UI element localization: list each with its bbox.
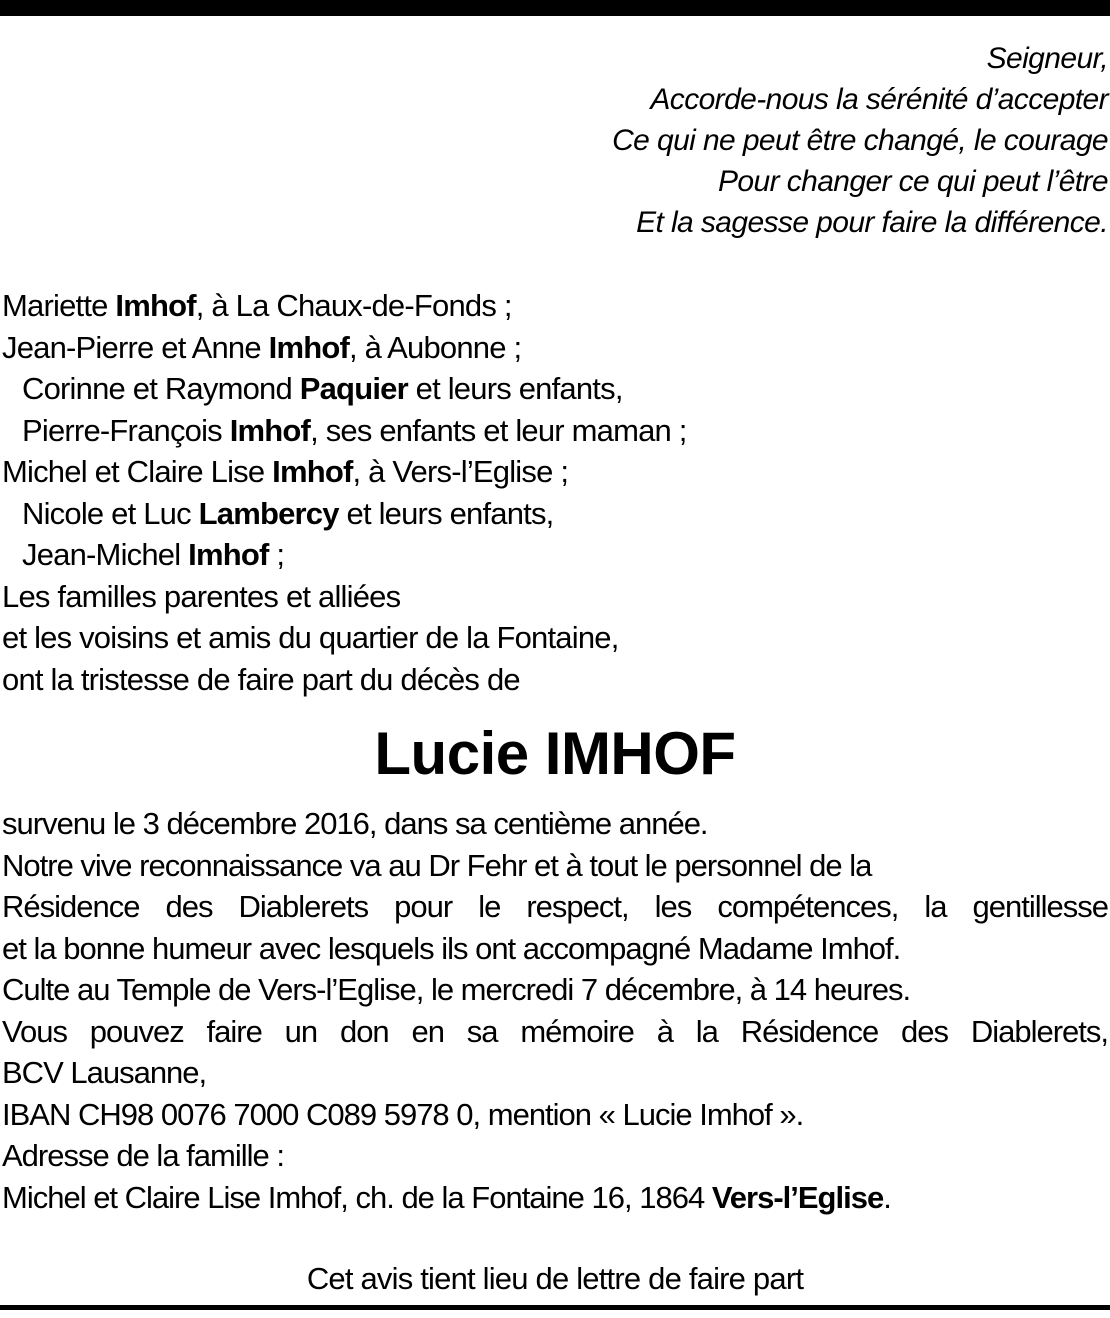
surname: Lambercy bbox=[198, 495, 339, 531]
family-line: Mariette Imhof, à La Chaux-de-Fonds ; bbox=[2, 288, 512, 323]
address-town: Vers-l’Eglise bbox=[711, 1179, 884, 1215]
body-line: Culte au Temple de Vers-l’Eglise, le mercredi 7 décembre, à 14 heures. bbox=[2, 972, 911, 1007]
poem-line: Seigneur, bbox=[986, 42, 1108, 75]
surname: Imhof bbox=[115, 288, 196, 323]
surname: Imhof bbox=[188, 537, 269, 572]
body-line: Résidence des Diablerets pour le respect, les compétences, la gentillesse bbox=[2, 889, 1108, 924]
surname: Imhof bbox=[229, 412, 311, 448]
surname: Imhof bbox=[268, 329, 349, 365]
body-line: IBAN CH98 0076 7000 C089 5978 0, mention « Lucie Imhof ». bbox=[2, 1096, 804, 1132]
poem-line: Accorde-nous la sérénité d’accepter bbox=[650, 83, 1108, 116]
top-rule bbox=[0, 0, 1110, 16]
bottom-rule bbox=[0, 1305, 1110, 1310]
body-line: survenu le 3 décembre 2016, dans sa centième année. bbox=[2, 806, 708, 841]
poem-line: Ce qui ne peut être changé, le courage bbox=[612, 124, 1108, 157]
deceased-name: Lucie IMHOF bbox=[374, 720, 736, 787]
body-line: Vous pouvez faire un don en sa mémoire à la Résidence des Diablerets, bbox=[2, 1013, 1108, 1049]
family-line: et les voisins et amis du quartier de la Fontaine, bbox=[2, 620, 619, 655]
family-line: Les familles parentes et alliées bbox=[2, 578, 401, 614]
poem-line: Pour changer ce qui peut l’être bbox=[718, 165, 1108, 198]
family-line: Pierre-François Imhof, ses enfants et leur maman ; bbox=[22, 412, 687, 448]
family-line: Corinne et Raymond Paquier et leurs enfants, bbox=[22, 371, 623, 406]
footer-note: Cet avis tient lieu de lettre de faire part bbox=[306, 1261, 804, 1296]
surname: Imhof bbox=[272, 454, 353, 489]
family-address: Michel et Claire Lise Imhof, ch. de la Fontaine 16, 1864 Vers-l’Eglise. bbox=[2, 1179, 891, 1215]
prayer-poem bbox=[308, 38, 1108, 243]
family-line: Jean-Pierre et Anne Imhof, à Aubonne ; bbox=[2, 329, 522, 365]
notice-body bbox=[2, 803, 1108, 1218]
body-line: et la bonne humeur avec lesquels ils ont accompagné Madame Imhof. bbox=[2, 930, 901, 966]
family-list bbox=[2, 285, 1102, 700]
family-line: Nicole et Luc Lambercy et leurs enfants, bbox=[22, 495, 554, 531]
family-line: ont la tristesse de faire part du décès de bbox=[2, 661, 520, 697]
body-line: Notre vive reconnaissance va au Dr Fehr et à tout le personnel de la bbox=[2, 847, 872, 883]
poem-line: Et la sagesse pour faire la différence. bbox=[636, 206, 1108, 239]
surname: Paquier bbox=[299, 371, 408, 406]
family-line: Jean-Michel Imhof ; bbox=[22, 537, 285, 572]
family-line: Michel et Claire Lise Imhof, à Vers-l’Eglise ; bbox=[2, 454, 569, 489]
body-line: Adresse de la famille : bbox=[2, 1138, 284, 1173]
body-line: BCV Lausanne, bbox=[2, 1055, 207, 1090]
